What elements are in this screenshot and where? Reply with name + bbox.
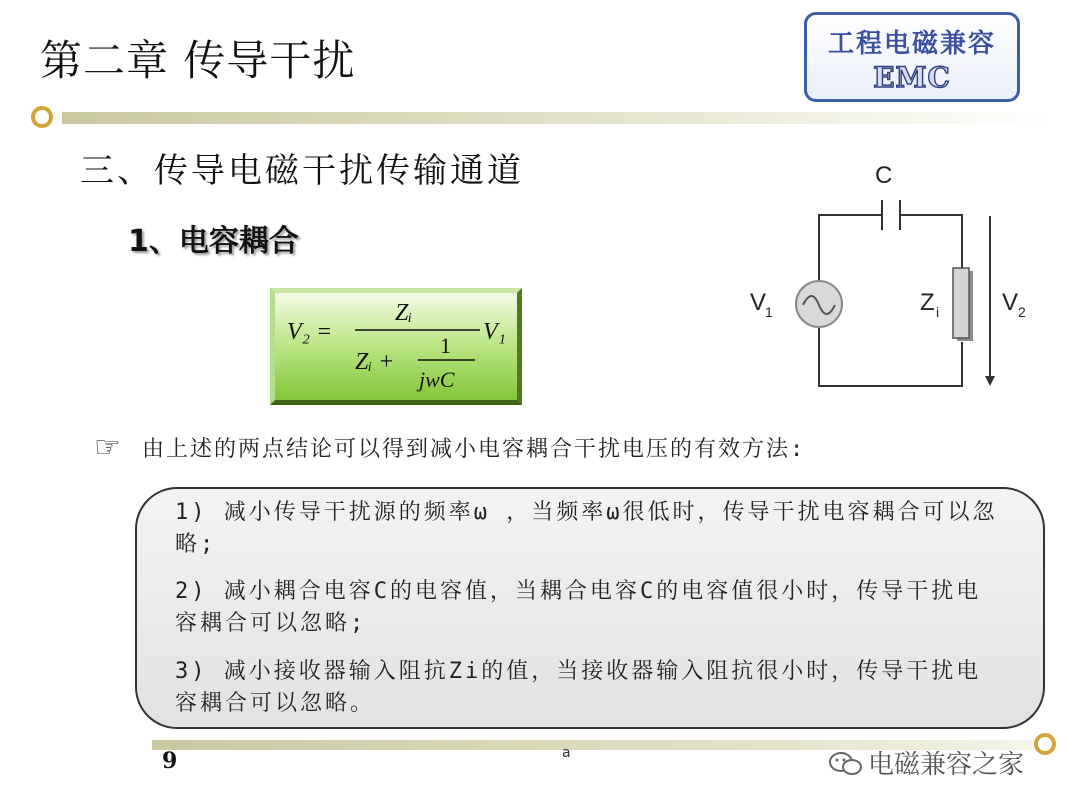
wechat-icon (828, 750, 864, 778)
logo-text-emc: EMC (873, 61, 951, 94)
page-number: 9 (162, 748, 178, 774)
method-item-2: 2) 减小耦合电容C的电容值，当耦合电容C的电容值很小时，传导干扰电容耦合可以忽略; (175, 579, 982, 636)
formula-svg (275, 293, 517, 400)
section-heading: 三、传导电磁干扰传输通道 (80, 151, 524, 191)
formula-inner-numerator: 1 (440, 333, 451, 358)
method-item-3: 3) 减小接收器输入阻抗Zi的值，当接收器输入阻抗很小时，传导干扰电容耦合可以忽略。 (175, 659, 982, 716)
bullet-dot-icon (31, 106, 53, 128)
source-label-sub: 1 (765, 304, 773, 320)
logo-text-cn: 工程电磁兼容 (827, 29, 996, 59)
emc-logo (804, 12, 1020, 102)
wire-left-top (819, 215, 882, 280)
output-label-sub: 2 (1018, 304, 1026, 320)
wire-right-top (900, 215, 962, 268)
watermark-text: 电磁兼容之家 (868, 750, 1025, 780)
capacitive-coupling-circuit (740, 150, 1060, 400)
arrow-down-icon (985, 376, 995, 386)
formula-rhs: V₁ (483, 319, 507, 345)
subsection-heading: 1、电容耦合 (128, 224, 299, 259)
slide-title: 第二章 传导干扰 (40, 36, 356, 85)
load-label-sub: i (936, 304, 940, 320)
wire-bottom (819, 328, 962, 386)
formula-box (270, 288, 522, 405)
methods-box (135, 487, 1045, 729)
bullet-dot-icon (1034, 733, 1056, 755)
pointing-hand-icon: ☞ (94, 430, 121, 465)
formula-denominator-left: Zᵢ + (355, 349, 395, 375)
output-label: V (1002, 289, 1019, 316)
load-label: Z (920, 289, 935, 316)
load-resistor-icon (953, 268, 969, 338)
source-label: V (750, 289, 767, 316)
formula-numerator: Zᵢ (395, 300, 413, 326)
note-text: 由上述的两点结论可以得到减小电容耦合干扰电压的有效方法: (142, 437, 806, 462)
footer-mark: a (562, 745, 571, 761)
formula-inner-denominator: jwC (419, 367, 455, 392)
capacitor-label: C (875, 162, 893, 189)
method-item-1: 1) 减小传导干扰源的频率ω ，当频率ω很低时，传导干扰电容耦合可以忽略; (175, 500, 998, 557)
top-divider-bar (62, 112, 1052, 124)
formula-lhs: V₂ = (287, 319, 333, 345)
